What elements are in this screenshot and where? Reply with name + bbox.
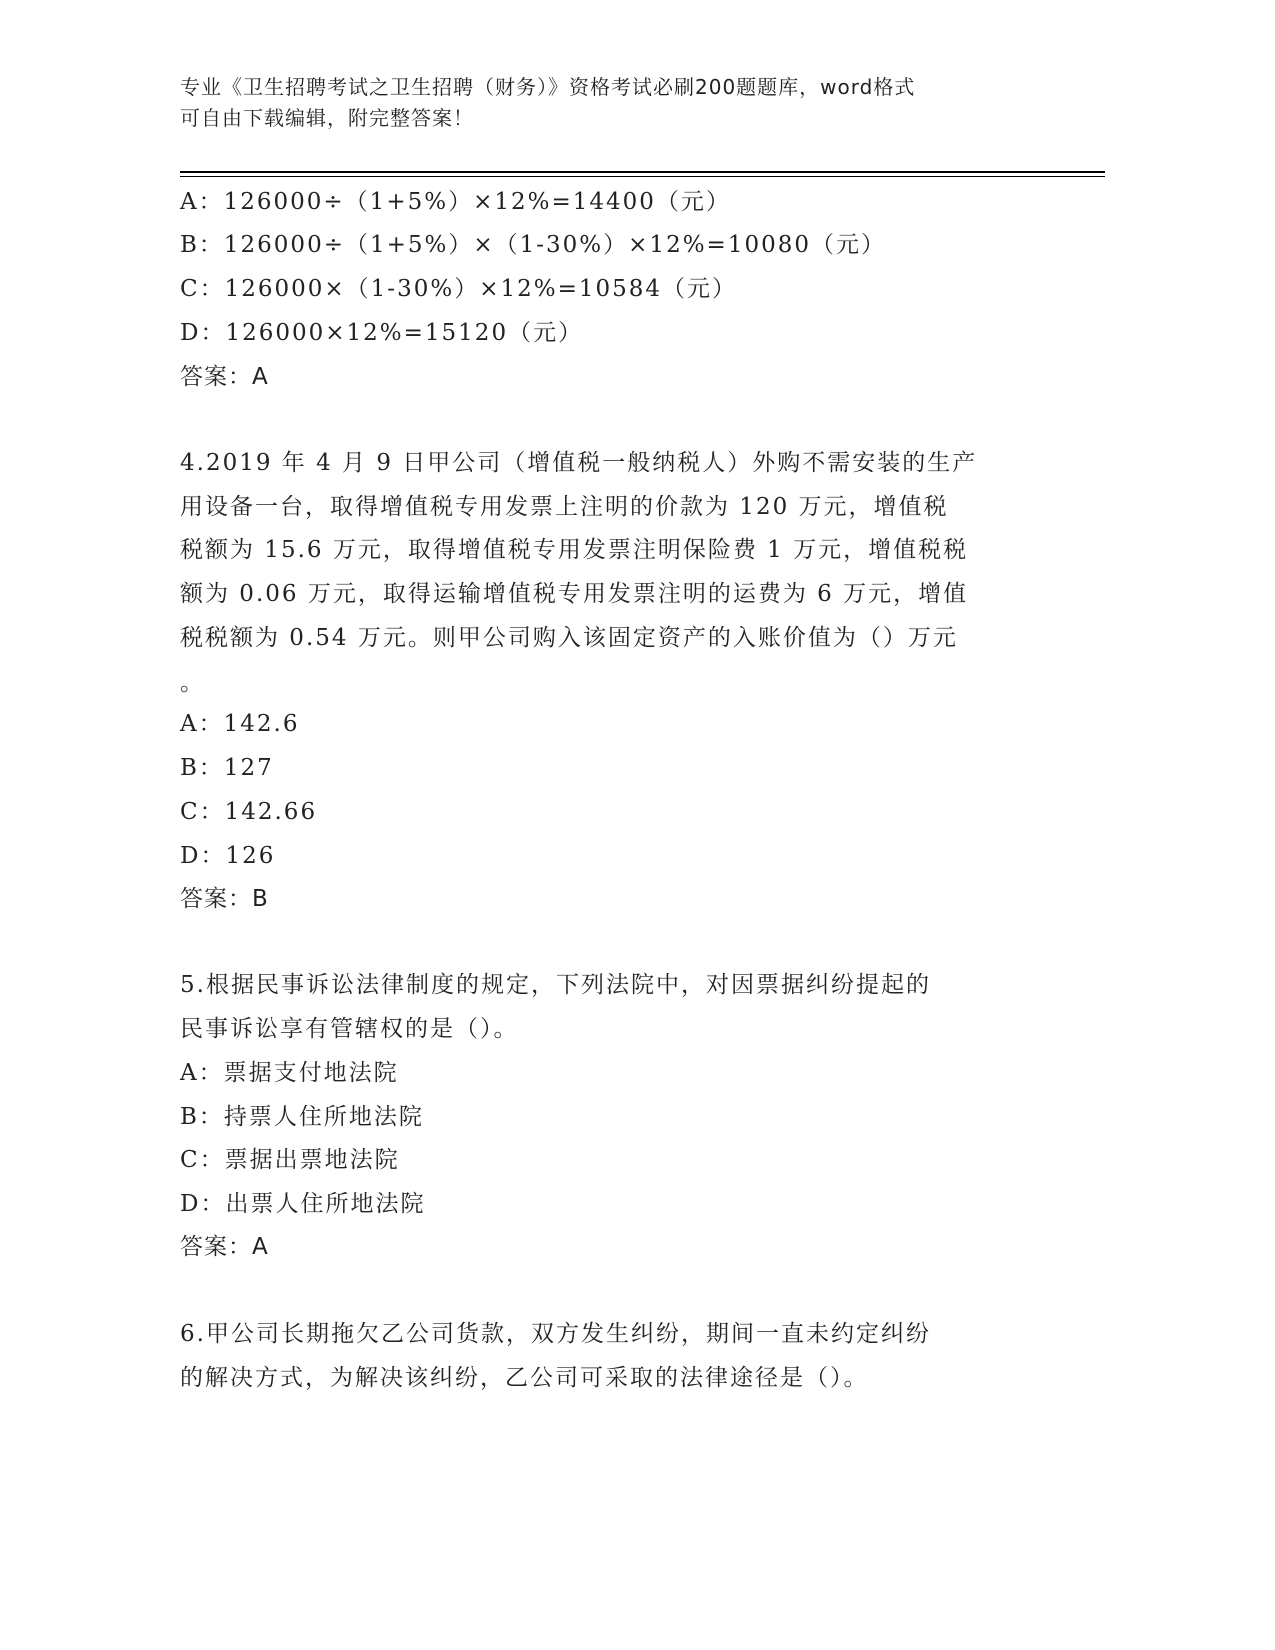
- q3-option-a: A：126000÷（1+5%）×12%=14400（元）: [180, 189, 731, 215]
- q4-answer: 答案：B: [180, 886, 269, 912]
- q3-option-b: B：126000÷（1+5%）×（1-30%）×12%=10080（元）: [180, 232, 886, 258]
- header-line-2: 可自由下载编辑，附完整答案！: [180, 106, 474, 130]
- q5-answer: 答案：A: [180, 1234, 269, 1260]
- divider-bottom: [180, 176, 1105, 177]
- q3-answer: 答案：A: [180, 364, 269, 390]
- q4-stem-line: 额为 0.06 万元，取得运输增值税专用发票注明的运费为 6 万元，增值: [180, 581, 969, 607]
- q4-stem-line: 税税额为 0.54 万元。则甲公司购入该固定资产的入账价值为（）万元: [180, 625, 958, 651]
- q5-option-b: B：持票人住所地法院: [180, 1104, 424, 1130]
- q5-option-c: C：票据出票地法院: [180, 1147, 400, 1173]
- q5-stem-line: 5.根据民事诉讼法律制度的规定，下列法院中，对因票据纠纷提起的: [180, 972, 931, 998]
- divider-top: [180, 171, 1105, 173]
- q4-stem-line: 4.2019 年 4 月 9 日甲公司（增值税一般纳税人）外购不需安装的生产: [180, 450, 978, 476]
- q5-stem-line: 民事诉讼享有管辖权的是（）。: [180, 1016, 519, 1042]
- q5-option-a: A：票据支付地法院: [180, 1060, 399, 1086]
- q4-option-b: B：127: [180, 755, 274, 781]
- q6-stem-line: 6.甲公司长期拖欠乙公司货款，双方发生纠纷，期间一直未约定纠纷: [180, 1321, 931, 1347]
- q4-stem-line: 用设备一台，取得增值税专用发票上注明的价款为 120 万元，增值税: [180, 494, 949, 520]
- q4-stem-line: 税额为 15.6 万元，取得增值税专用发票注明保险费 1 万元，增值税税: [180, 537, 969, 563]
- q6-stem-line: 的解决方式，为解决该纠纷，乙公司可采取的法律途径是（）。: [180, 1365, 869, 1391]
- q4-option-a: A：142.6: [180, 711, 300, 737]
- q4-option-c: C：142.66: [180, 799, 318, 825]
- q3-option-d: D：126000×12%=15120（元）: [180, 320, 584, 346]
- q3-option-c: C：126000×（1-30%）×12%=10584（元）: [180, 276, 738, 302]
- q4-stem-line: 。: [180, 670, 205, 696]
- q5-option-d: D：出票人住所地法院: [180, 1191, 426, 1217]
- q4-option-d: D：126: [180, 843, 276, 869]
- header-line-1: 专业《卫生招聘考试之卫生招聘（财务）》资格考试必刷200题题库，word格式: [180, 75, 916, 99]
